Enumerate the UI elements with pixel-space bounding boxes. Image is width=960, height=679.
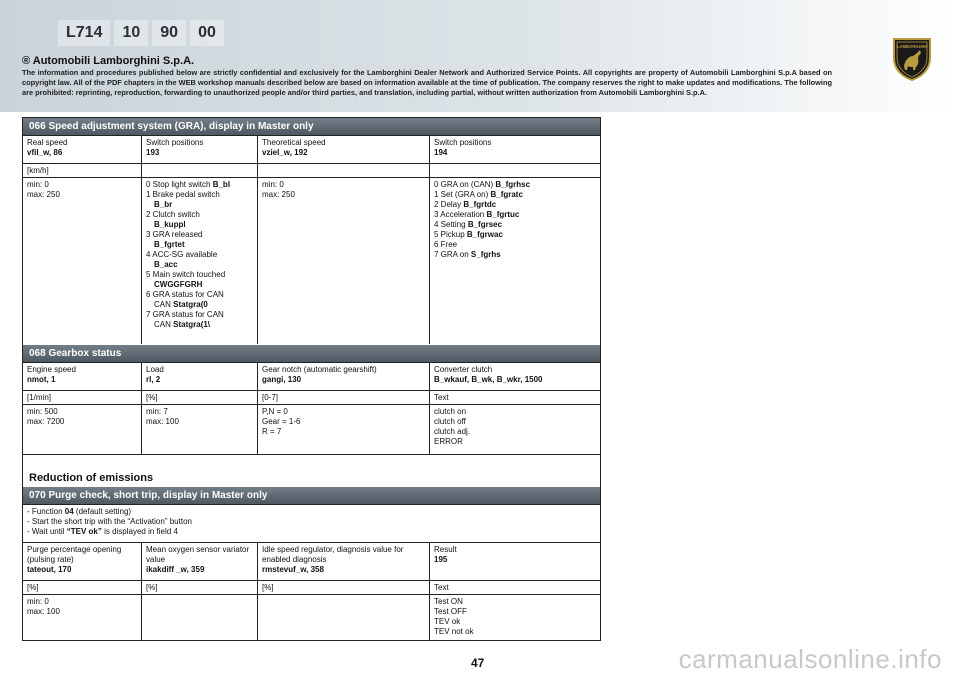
block-068-header-row [23,362,600,390]
block-068-values-row [23,404,600,454]
copyright-text: The information and procedures published below are strictly confidential and exclusively for the Lamborghini Dealer Network and Authorized Service Points. All copyrights are property of Automobili Lamborghini S.p.A based on copyright law. All of the PDF chapters in the WEB workshop manuals described below are based on information available at the time of publication. The company reserves the right to make updates and modifications. The following are prohibited: reprinting, reproduction, forwarding to unauthorized people and/or third parties, and translation, including partial, without written authorization from Automobili Lamborghini S.p.A. [22,68,832,97]
block-070-title: 070 Purge check, short trip, display in Master only [23,487,600,504]
value-cell [257,595,429,640]
block-066-title: 066 Speed adjustment system (GRA), display in Master only [23,118,600,135]
block-070-instructions [23,504,600,542]
block-070-header-row [23,542,600,580]
block-066-values-row [23,177,600,344]
unit-cell: [1/min] [27,393,52,402]
value-cell [141,595,257,640]
unit-cell: [%] [27,583,39,592]
value-cell: clutch on clutch off clutch adj. ERROR [429,405,600,454]
header-cell: Result 195 [429,543,600,580]
block-066-header-row [23,135,600,163]
unit-cell: Text [429,581,600,594]
copyright-title: ® Automobili Lamborghini S.p.A. [22,55,195,67]
section-title: Reduction of emissions [29,472,154,484]
unit-cell: [%] [257,581,429,594]
measuring-blocks-table [22,117,601,641]
instruction-cell: - Function 04 (default setting) - Start the short trip with the “Activation” button - Wait until “TEV ok” is displayed in field 4 [27,507,192,536]
block-068-title: 068 Gearbox status [23,345,600,362]
header-cell: Load rl, 2 [141,363,257,390]
switch-positions-list: 0 Stop light switch B_bl 1 Brake pedal switch B_br 2 Clutch switch B_kuppl 3 GRA released B_fgrtet 4 ACC-SG available B_acc 5 Main switch touched CWGGFGRH 6 GRA status for CAN CAN Statgra(0 7 GRA status for CAN CAN Statgra(1\ [141,178,257,344]
block-070-values-row [23,594,600,640]
unit-cell [429,164,600,177]
unit-cell: [0-7] [257,391,429,404]
block-070-units-row [23,580,600,594]
block-068-units-row [23,390,600,404]
unit-cell: [km/h] [27,166,49,175]
switch-positions-list: 0 GRA on (CAN) B_fgrhsc 1 Set (GRA on) B_fgratc 2 Delay B_fgrtdc 3 Acceleration B_fgrtuc 4 Setting B_fgrsec 5 Pickup B_fgrwac 6 Free 7 GRA on S_fgrhs [429,178,600,344]
unit-cell: [%] [141,581,257,594]
header-cell: Purge percentage opening (pulsing rate) tateout, 170 [27,545,122,574]
unit-cell: [%] [141,391,257,404]
header-cell: Switch positions 194 [429,136,600,163]
header-cell: Real speed vfil_w, 86 [27,138,68,157]
code-subgroup: 90 [152,20,186,46]
page-number: 47 [471,656,485,670]
value-cell: min: 7 max: 100 [141,405,257,454]
copyright-notice [22,55,832,98]
unit-cell [257,164,429,177]
value-cell: min: 0 max: 250 [27,180,60,199]
header-cell: Theoretical speed vziel_w, 192 [257,136,429,163]
header-cell: Engine speed nmot, 1 [27,365,76,384]
logo-text: LAMBORGHINI [896,44,928,49]
unit-cell [141,164,257,177]
block-066-units-row [23,163,600,177]
watermark: carmanualsonline.info [678,644,942,674]
value-cell: min: 0 max: 100 [27,597,60,616]
value-cell: P,N = 0 Gear = 1-6 R = 7 [257,405,429,454]
code-group: 10 [114,20,148,46]
unit-cell: Text [429,391,600,404]
header-cell: Idle speed regulator, diagnosis value for enabled diagnosis rmstevuf_w, 358 [257,543,429,580]
value-cell: min: 0 max: 250 [257,178,429,344]
header-cell: Gear notch (automatic gearshift) gangi, 130 [257,363,429,390]
code-section: 00 [190,20,224,46]
header-cell: Switch positions 193 [141,136,257,163]
lamborghini-logo [891,36,933,82]
header-cell: Converter clutch B_wkauf, B_wk, B_wkr, 1500 [429,363,600,390]
value-cell: min: 500 max: 7200 [27,407,65,426]
value-cell: Test ON Test OFF TEV ok TEV not ok [429,595,600,640]
code-model: L714 [58,20,110,46]
header-cell: Mean oxygen sensor variator value ikakdiff _w, 359 [141,543,257,580]
document-code [58,20,228,46]
